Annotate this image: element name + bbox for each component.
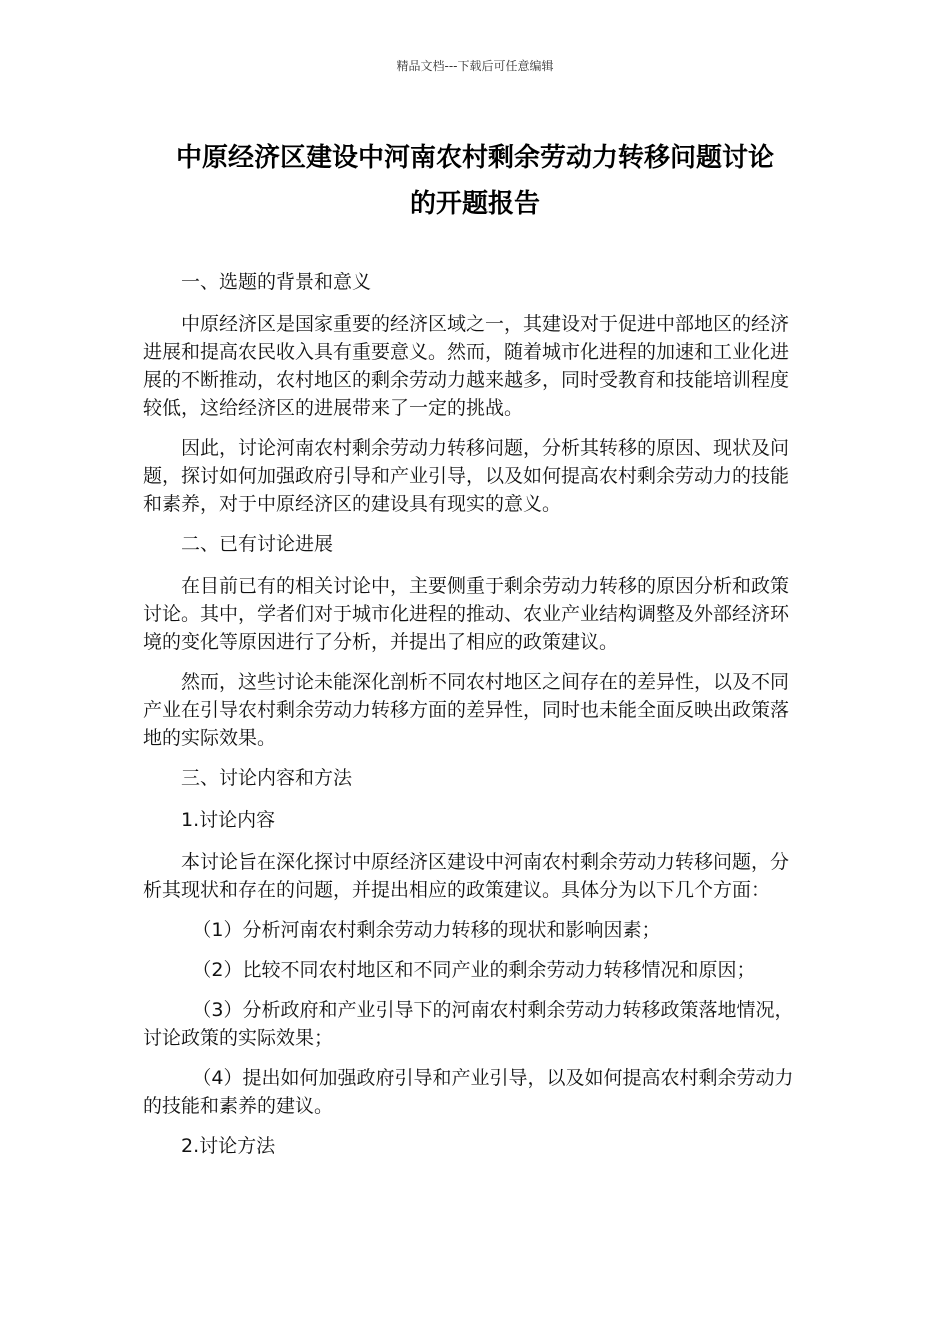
document-title: [140, 135, 810, 227]
subheading-content: 1.讨论内容: [181, 809, 276, 831]
document-body: [143, 268, 807, 1174]
paragraph-background-1: 中原经济区是国家重要的经济区域之一，其建设对于促进中部地区的经济进展和提高农民收入具有重要意义。然而，随着城市化进程的加速和工业化进展的不断推动，农村地区的剩余劳动力越来越多，同时受教育和技能培训程度较低，这给经济区的进展带来了一定的挑战。: [143, 313, 790, 419]
section-heading-content-method: 三、讨论内容和方法: [181, 767, 353, 789]
paragraph-background-2: 因此，讨论河南农村剩余劳动力转移问题，分析其转移的原因、现状及问题，探讨如何加强政府引导和产业引导，以及如何提高农村剩余劳动力的技能和素养，对于中原经济区的建设具有现实的意义。: [143, 437, 790, 515]
section-heading-background: 一、选题的背景和意义: [181, 271, 372, 293]
header-note: 精品文档---下载后可任意编辑: [396, 59, 554, 73]
paragraph-progress-2: 然而，这些讨论未能深化剖析不同农村地区之间存在的差异性，以及不同产业在引导农村剩余劳动力转移方面的差异性，同时也未能全面反映出政策落地的实际效果。: [143, 671, 790, 749]
list-item-3: （3）分析政府和产业引导下的河南农村剩余劳动力转移政策落地情况，讨论政策的实际效果；: [143, 999, 794, 1049]
subheading-method: 2.讨论方法: [181, 1135, 276, 1157]
paragraph-content-intro: 本讨论旨在深化探讨中原经济区建设中河南农村剩余劳动力转移问题，分析其现状和存在的问题，并提出相应的政策建议。具体分为以下几个方面：: [143, 851, 790, 901]
paragraph-progress-1: 在目前已有的相关讨论中，主要侧重于剩余劳动力转移的原因分析和政策讨论。其中，学者们对于城市化进程的推动、农业产业结构调整及外部经济环境的变化等原因进行了分析，并提出了相应的政策建议。: [143, 575, 790, 653]
list-item-2: （2）比较不同农村地区和不同产业的剩余劳动力转移情况和原因；: [192, 959, 756, 981]
title-line-2: 的开题报告: [409, 189, 540, 219]
list-item-4: （4）提出如何加强政府引导和产业引导，以及如何提高农村剩余劳动力的技能和素养的建议。: [143, 1067, 794, 1117]
list-item-1: （1）分析河南农村剩余劳动力转移的现状和影响因素；: [192, 919, 661, 941]
title-line-1: 中原经济区建设中河南农村剩余劳动力转移问题讨论: [175, 143, 774, 173]
section-heading-progress: 二、已有讨论进展: [181, 533, 334, 555]
